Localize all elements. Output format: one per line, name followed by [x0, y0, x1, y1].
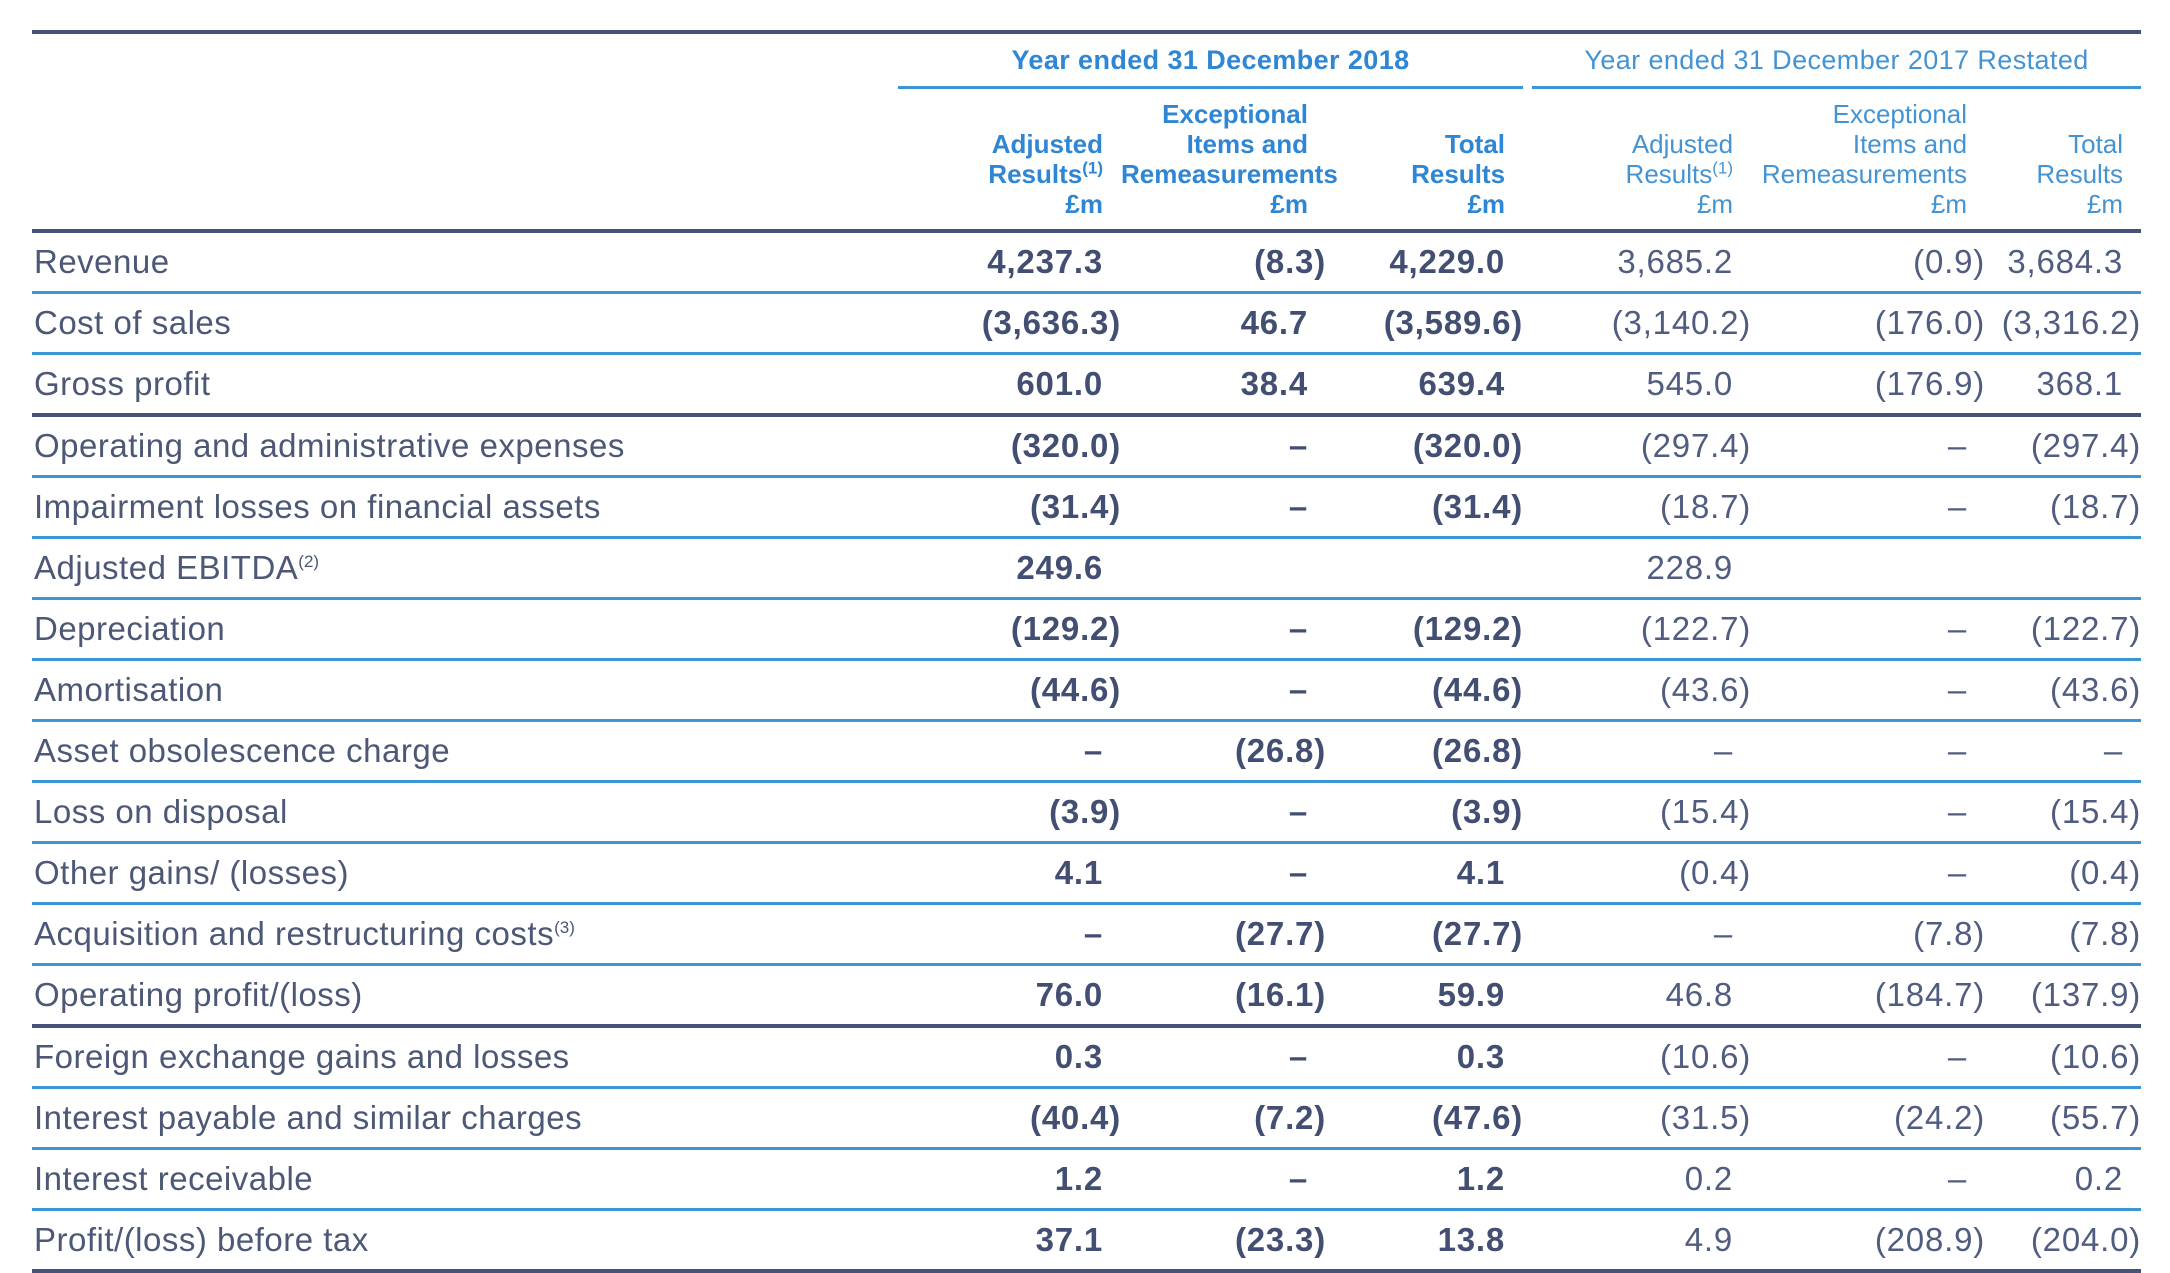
table-row — [32, 904, 2141, 965]
row-label: Other gains/ (losses) — [32, 843, 898, 904]
table-row — [32, 782, 2141, 843]
table-row — [32, 354, 2141, 416]
value-cell: – — [1751, 843, 1985, 904]
value-cell: – — [1751, 415, 1985, 477]
value-cell: – — [1751, 782, 1985, 843]
value-cell: (26.8) — [1121, 721, 1326, 782]
value-cell: 0.2 — [1532, 1149, 1751, 1210]
table-row — [32, 965, 2141, 1027]
table-row — [32, 1088, 2141, 1149]
row-label: Adjusted EBITDA$^{(2)}$ — [32, 538, 898, 599]
value-cell: (297.4) — [1532, 415, 1751, 477]
year-group-row — [32, 32, 2141, 88]
value-cell: (208.9) — [1751, 1210, 1985, 1272]
value-cell: 601.0 — [898, 354, 1121, 416]
value-cell: (27.7) — [1326, 904, 1523, 965]
value-cell: (0.4) — [1985, 843, 2141, 904]
value-cell: (26.8) — [1326, 721, 1523, 782]
row-label: Operating and administrative expenses — [32, 415, 898, 477]
value-cell: – — [1121, 1026, 1326, 1088]
group-gap — [1523, 1088, 1532, 1149]
group-gap — [1523, 1210, 1532, 1272]
value-cell: – — [1121, 782, 1326, 843]
row-label: Operating profit/(loss) — [32, 965, 898, 1027]
group-gap — [1523, 1149, 1532, 1210]
value-cell: 4,229.0 — [1326, 231, 1523, 293]
value-cell: 0.2 — [1985, 1149, 2141, 1210]
value-cell: 37.1 — [898, 1210, 1121, 1272]
year-group-header-2017: Year ended 31 December 2017 Restated — [1532, 32, 2141, 88]
value-cell: 4.1 — [1326, 843, 1523, 904]
value-cell: (320.0) — [1326, 415, 1523, 477]
value-cell: 4.1 — [898, 843, 1121, 904]
value-cell: (7.8) — [1985, 904, 2141, 965]
value-cell: 249.6 — [898, 538, 1121, 599]
group-gap — [1523, 1026, 1532, 1088]
value-cell: (129.2) — [898, 599, 1121, 660]
value-cell: (7.8) — [1751, 904, 1985, 965]
value-cell: (137.9) — [1985, 965, 2141, 1027]
value-cell: 4,237.3 — [898, 231, 1121, 293]
value-cell: (16.1) — [1121, 965, 1326, 1027]
column-header-row — [32, 88, 2141, 232]
value-cell: (43.6) — [1532, 660, 1751, 721]
value-cell: – — [1121, 477, 1326, 538]
value-cell: 0.3 — [898, 1026, 1121, 1088]
value-cell: (24.2) — [1751, 1088, 1985, 1149]
corner-spacer — [32, 32, 898, 88]
value-cell: – — [1121, 1149, 1326, 1210]
value-cell: – — [1121, 415, 1326, 477]
value-cell: – — [1751, 660, 1985, 721]
value-cell: – — [898, 721, 1121, 782]
value-cell: 46.7 — [1121, 293, 1326, 354]
table-row — [32, 1026, 2141, 1088]
value-cell — [1985, 538, 2141, 599]
table-row — [32, 477, 2141, 538]
table-row — [32, 1149, 2141, 1210]
income-statement-table — [32, 30, 2141, 1273]
value-cell: (27.7) — [1121, 904, 1326, 965]
value-cell: (44.6) — [1326, 660, 1523, 721]
value-cell — [1326, 538, 1523, 599]
value-cell: (40.4) — [898, 1088, 1121, 1149]
value-cell: – — [1985, 721, 2141, 782]
row-label: Acquisition and restructuring costs$^{(3)}$ — [32, 904, 898, 965]
column-header: Adjusted Results$^{(1)}$ £m — [898, 88, 1121, 232]
value-cell: (3,140.2) — [1532, 293, 1751, 354]
value-cell: (18.7) — [1985, 477, 2141, 538]
group-gap — [1523, 721, 1532, 782]
value-cell: 368.1 — [1985, 354, 2141, 416]
group-gap — [1523, 904, 1532, 965]
value-cell: 3,684.3 — [1985, 231, 2141, 293]
value-cell: 228.9 — [1532, 538, 1751, 599]
table-row — [32, 415, 2141, 477]
value-cell: 59.9 — [1326, 965, 1523, 1027]
value-cell: (129.2) — [1326, 599, 1523, 660]
row-label: Interest receivable — [32, 1149, 898, 1210]
value-cell: (47.6) — [1326, 1088, 1523, 1149]
table-row — [32, 538, 2141, 599]
value-cell: (31.4) — [898, 477, 1121, 538]
column-header: Exceptional Items and Remeasurements £m — [1751, 88, 1985, 232]
value-cell: (3,636.3) — [898, 293, 1121, 354]
value-cell: 4.9 — [1532, 1210, 1751, 1272]
value-cell: 0.3 — [1326, 1026, 1523, 1088]
value-cell: (10.6) — [1985, 1026, 2141, 1088]
group-gap — [1523, 660, 1532, 721]
corner-spacer — [32, 88, 898, 232]
group-gap — [1523, 231, 1532, 293]
column-header: Total Results £m — [1985, 88, 2141, 232]
value-cell: (55.7) — [1985, 1088, 2141, 1149]
value-cell: (176.9) — [1751, 354, 1985, 416]
value-cell: (297.4) — [1985, 415, 2141, 477]
group-gap — [1523, 538, 1532, 599]
value-cell: – — [1121, 843, 1326, 904]
table-row — [32, 843, 2141, 904]
value-cell: 13.8 — [1326, 1210, 1523, 1272]
value-cell: (44.6) — [898, 660, 1121, 721]
value-cell: (31.5) — [1532, 1088, 1751, 1149]
row-label: Profit/(loss) before tax — [32, 1210, 898, 1272]
value-cell: 38.4 — [1121, 354, 1326, 416]
row-label: Revenue — [32, 231, 898, 293]
group-gap — [1523, 354, 1532, 416]
row-label: Gross profit — [32, 354, 898, 416]
table-row — [32, 660, 2141, 721]
row-label: Loss on disposal — [32, 782, 898, 843]
value-cell — [1121, 538, 1326, 599]
row-label: Impairment losses on financial assets — [32, 477, 898, 538]
value-cell: (3,316.2) — [1985, 293, 2141, 354]
row-label: Depreciation — [32, 599, 898, 660]
value-cell: 639.4 — [1326, 354, 1523, 416]
year-group-header-2018: Year ended 31 December 2018 — [898, 32, 1523, 88]
value-cell: (3.9) — [1326, 782, 1523, 843]
value-cell: (0.4) — [1532, 843, 1751, 904]
value-cell: (0.9) — [1751, 231, 1985, 293]
value-cell: (122.7) — [1985, 599, 2141, 660]
value-cell: (15.4) — [1532, 782, 1751, 843]
value-cell: – — [1751, 599, 1985, 660]
value-cell: – — [1121, 599, 1326, 660]
value-cell: (204.0) — [1985, 1210, 2141, 1272]
value-cell: (184.7) — [1751, 965, 1985, 1027]
value-cell: – — [1751, 1026, 1985, 1088]
value-cell: – — [1751, 721, 1985, 782]
value-cell — [1751, 538, 1985, 599]
value-cell: (7.2) — [1121, 1088, 1326, 1149]
value-cell: (23.3) — [1121, 1210, 1326, 1272]
value-cell: (31.4) — [1326, 477, 1523, 538]
table-row — [32, 721, 2141, 782]
value-cell: (3,589.6) — [1326, 293, 1523, 354]
group-gap — [1523, 843, 1532, 904]
value-cell: 46.8 — [1532, 965, 1751, 1027]
table-row — [32, 293, 2141, 354]
value-cell: 545.0 — [1532, 354, 1751, 416]
value-cell: (43.6) — [1985, 660, 2141, 721]
table-row — [32, 1210, 2141, 1272]
value-cell: 76.0 — [898, 965, 1121, 1027]
value-cell: – — [1532, 904, 1751, 965]
value-cell: (8.3) — [1121, 231, 1326, 293]
value-cell: 1.2 — [898, 1149, 1121, 1210]
column-header: Total Results £m — [1326, 88, 1523, 232]
group-gap — [1523, 32, 1532, 88]
value-cell: – — [1532, 721, 1751, 782]
value-cell: (320.0) — [898, 415, 1121, 477]
row-label: Interest payable and similar charges — [32, 1088, 898, 1149]
group-gap — [1523, 782, 1532, 843]
value-cell: 3,685.2 — [1532, 231, 1751, 293]
row-label: Cost of sales — [32, 293, 898, 354]
value-cell: – — [1751, 477, 1985, 538]
column-header: Adjusted Results$^{(1)}$ £m — [1532, 88, 1751, 232]
value-cell: – — [898, 904, 1121, 965]
value-cell: (10.6) — [1532, 1026, 1751, 1088]
table-row — [32, 599, 2141, 660]
table-row — [32, 231, 2141, 293]
value-cell: (18.7) — [1532, 477, 1751, 538]
value-cell: (3.9) — [898, 782, 1121, 843]
row-label: Foreign exchange gains and losses — [32, 1026, 898, 1088]
group-gap — [1523, 965, 1532, 1027]
group-gap — [1523, 477, 1532, 538]
value-cell: 1.2 — [1326, 1149, 1523, 1210]
group-gap — [1523, 599, 1532, 660]
row-label: Amortisation — [32, 660, 898, 721]
value-cell: – — [1751, 1149, 1985, 1210]
column-header: Exceptional Items and Remeasurements £m — [1121, 88, 1326, 232]
group-gap — [1523, 415, 1532, 477]
group-gap — [1523, 88, 1532, 232]
row-label: Asset obsolescence charge — [32, 721, 898, 782]
value-cell: (122.7) — [1532, 599, 1751, 660]
value-cell: (176.0) — [1751, 293, 1985, 354]
group-gap — [1523, 293, 1532, 354]
value-cell: (15.4) — [1985, 782, 2141, 843]
value-cell: – — [1121, 660, 1326, 721]
